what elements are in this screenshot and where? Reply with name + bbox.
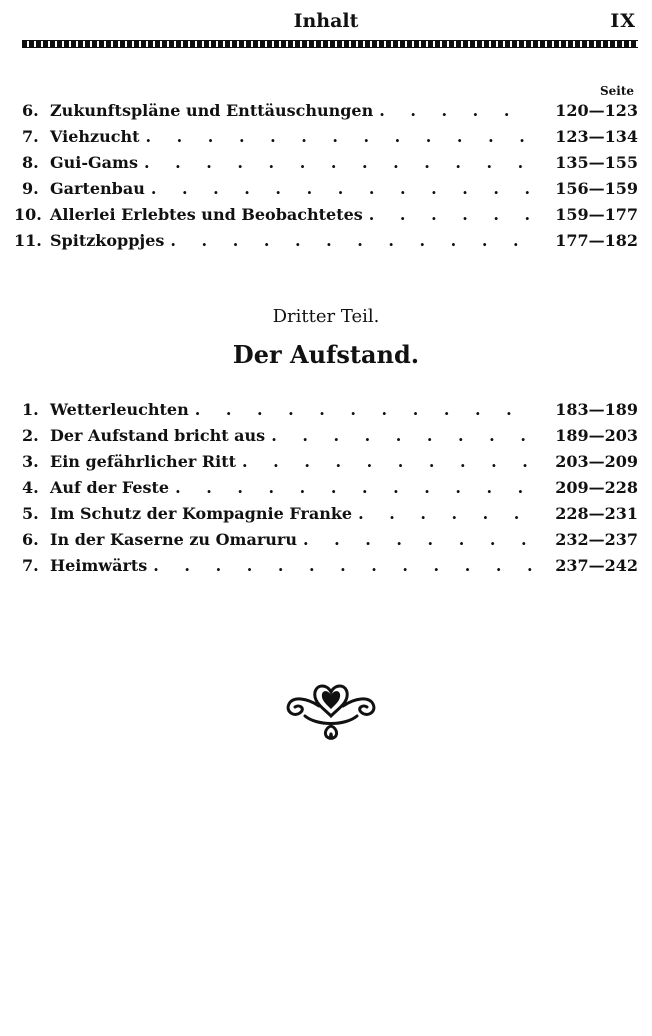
toc-entry-pages: 237—242 xyxy=(555,556,638,575)
toc-entry-title: Viehzucht xyxy=(50,127,140,146)
toc-entry xyxy=(22,452,638,478)
toc-entry-title: Im Schutz der Kompagnie Franke xyxy=(50,504,353,523)
toc-entry xyxy=(22,478,638,504)
page-number: IX xyxy=(610,10,636,32)
toc-entry-number: 1. xyxy=(22,400,39,419)
toc-entry-title: Ein gefährlicher Ritt xyxy=(50,452,237,471)
toc-entry-pages: 159—177 xyxy=(555,205,638,224)
toc-entry-pages: 156—159 xyxy=(555,179,638,198)
toc-entry-title: Heimwärts xyxy=(50,556,148,575)
toc-entry xyxy=(22,426,638,452)
toc-entry-number: 7. xyxy=(22,127,39,146)
toc-entry xyxy=(22,400,638,426)
heart-flourish-icon xyxy=(283,676,379,746)
toc-entry xyxy=(22,179,638,205)
toc-entry xyxy=(22,504,638,530)
leader-dots xyxy=(146,127,536,146)
toc-entry-pages: 203—209 xyxy=(555,452,638,471)
toc-entry-number: 4. xyxy=(22,478,39,497)
toc-entry-pages: 120—123 xyxy=(555,101,638,120)
leader-dots xyxy=(175,478,536,497)
leader-dots xyxy=(170,231,536,250)
toc-entry-number: 10. xyxy=(14,205,42,224)
toc-entry-pages: 177—182 xyxy=(555,231,638,250)
toc-entry-number: 7. xyxy=(22,556,39,575)
toc-entry-title: Zukunftspläne und Enttäuschungen xyxy=(50,101,374,120)
decorative-border-rule xyxy=(22,40,638,48)
toc-entry-number: 6. xyxy=(22,530,39,549)
toc-entry-title: Wetterleuchten xyxy=(50,400,189,419)
leader-dots xyxy=(379,101,536,120)
toc-entry-title: Allerlei Erlebtes und Beobachtetes xyxy=(50,205,363,224)
toc-entry xyxy=(22,127,638,153)
toc-entry xyxy=(22,101,638,127)
seite-column-label: Seite xyxy=(599,84,634,98)
toc-entry-pages: 123—134 xyxy=(555,127,638,146)
toc-entry xyxy=(14,205,638,231)
toc-entry-number: 6. xyxy=(22,101,39,120)
leader-dots xyxy=(153,556,536,575)
leader-dots xyxy=(369,205,536,224)
leader-dots xyxy=(144,153,536,172)
leader-dots xyxy=(151,179,536,198)
toc-part-2 xyxy=(14,101,638,257)
part-label: Dritter Teil. xyxy=(272,306,380,327)
leader-dots xyxy=(271,426,536,445)
running-head-title: Inhalt xyxy=(293,10,359,32)
toc-entry-number: 5. xyxy=(22,504,39,523)
leader-dots xyxy=(195,400,536,419)
toc-part-3 xyxy=(22,400,638,582)
toc-entry-title: Spitzkoppjes xyxy=(50,231,165,250)
toc-entry-pages: 228—231 xyxy=(555,504,638,523)
toc-entry xyxy=(22,530,638,556)
toc-entry-title: In der Kaserne zu Omaruru xyxy=(50,530,297,549)
toc-entry-title: Der Aufstand bricht aus xyxy=(50,426,266,445)
toc-entry-title: Auf der Feste xyxy=(50,478,170,497)
part-title: Der Aufstand. xyxy=(232,340,420,369)
toc-entry-title: Gui-Gams xyxy=(50,153,138,172)
toc-entry xyxy=(14,231,638,257)
toc-entry xyxy=(22,556,638,582)
toc-entry-number: 9. xyxy=(22,179,39,198)
toc-entry-pages: 183—189 xyxy=(555,400,638,419)
leader-dots xyxy=(242,452,536,471)
toc-entry-title: Gartenbau xyxy=(50,179,145,198)
toc-entry xyxy=(22,153,638,179)
toc-entry-number: 8. xyxy=(22,153,39,172)
toc-entry-number: 2. xyxy=(22,426,39,445)
leader-dots xyxy=(303,530,536,549)
running-head xyxy=(0,8,652,38)
toc-entry-pages: 232—237 xyxy=(555,530,638,549)
toc-entry-pages: 135—155 xyxy=(555,153,638,172)
leader-dots xyxy=(358,504,536,523)
toc-entry-pages: 189—203 xyxy=(555,426,638,445)
toc-entry-number: 3. xyxy=(22,452,39,471)
toc-entry-number: 11. xyxy=(14,231,42,250)
toc-entry-pages: 209—228 xyxy=(555,478,638,497)
